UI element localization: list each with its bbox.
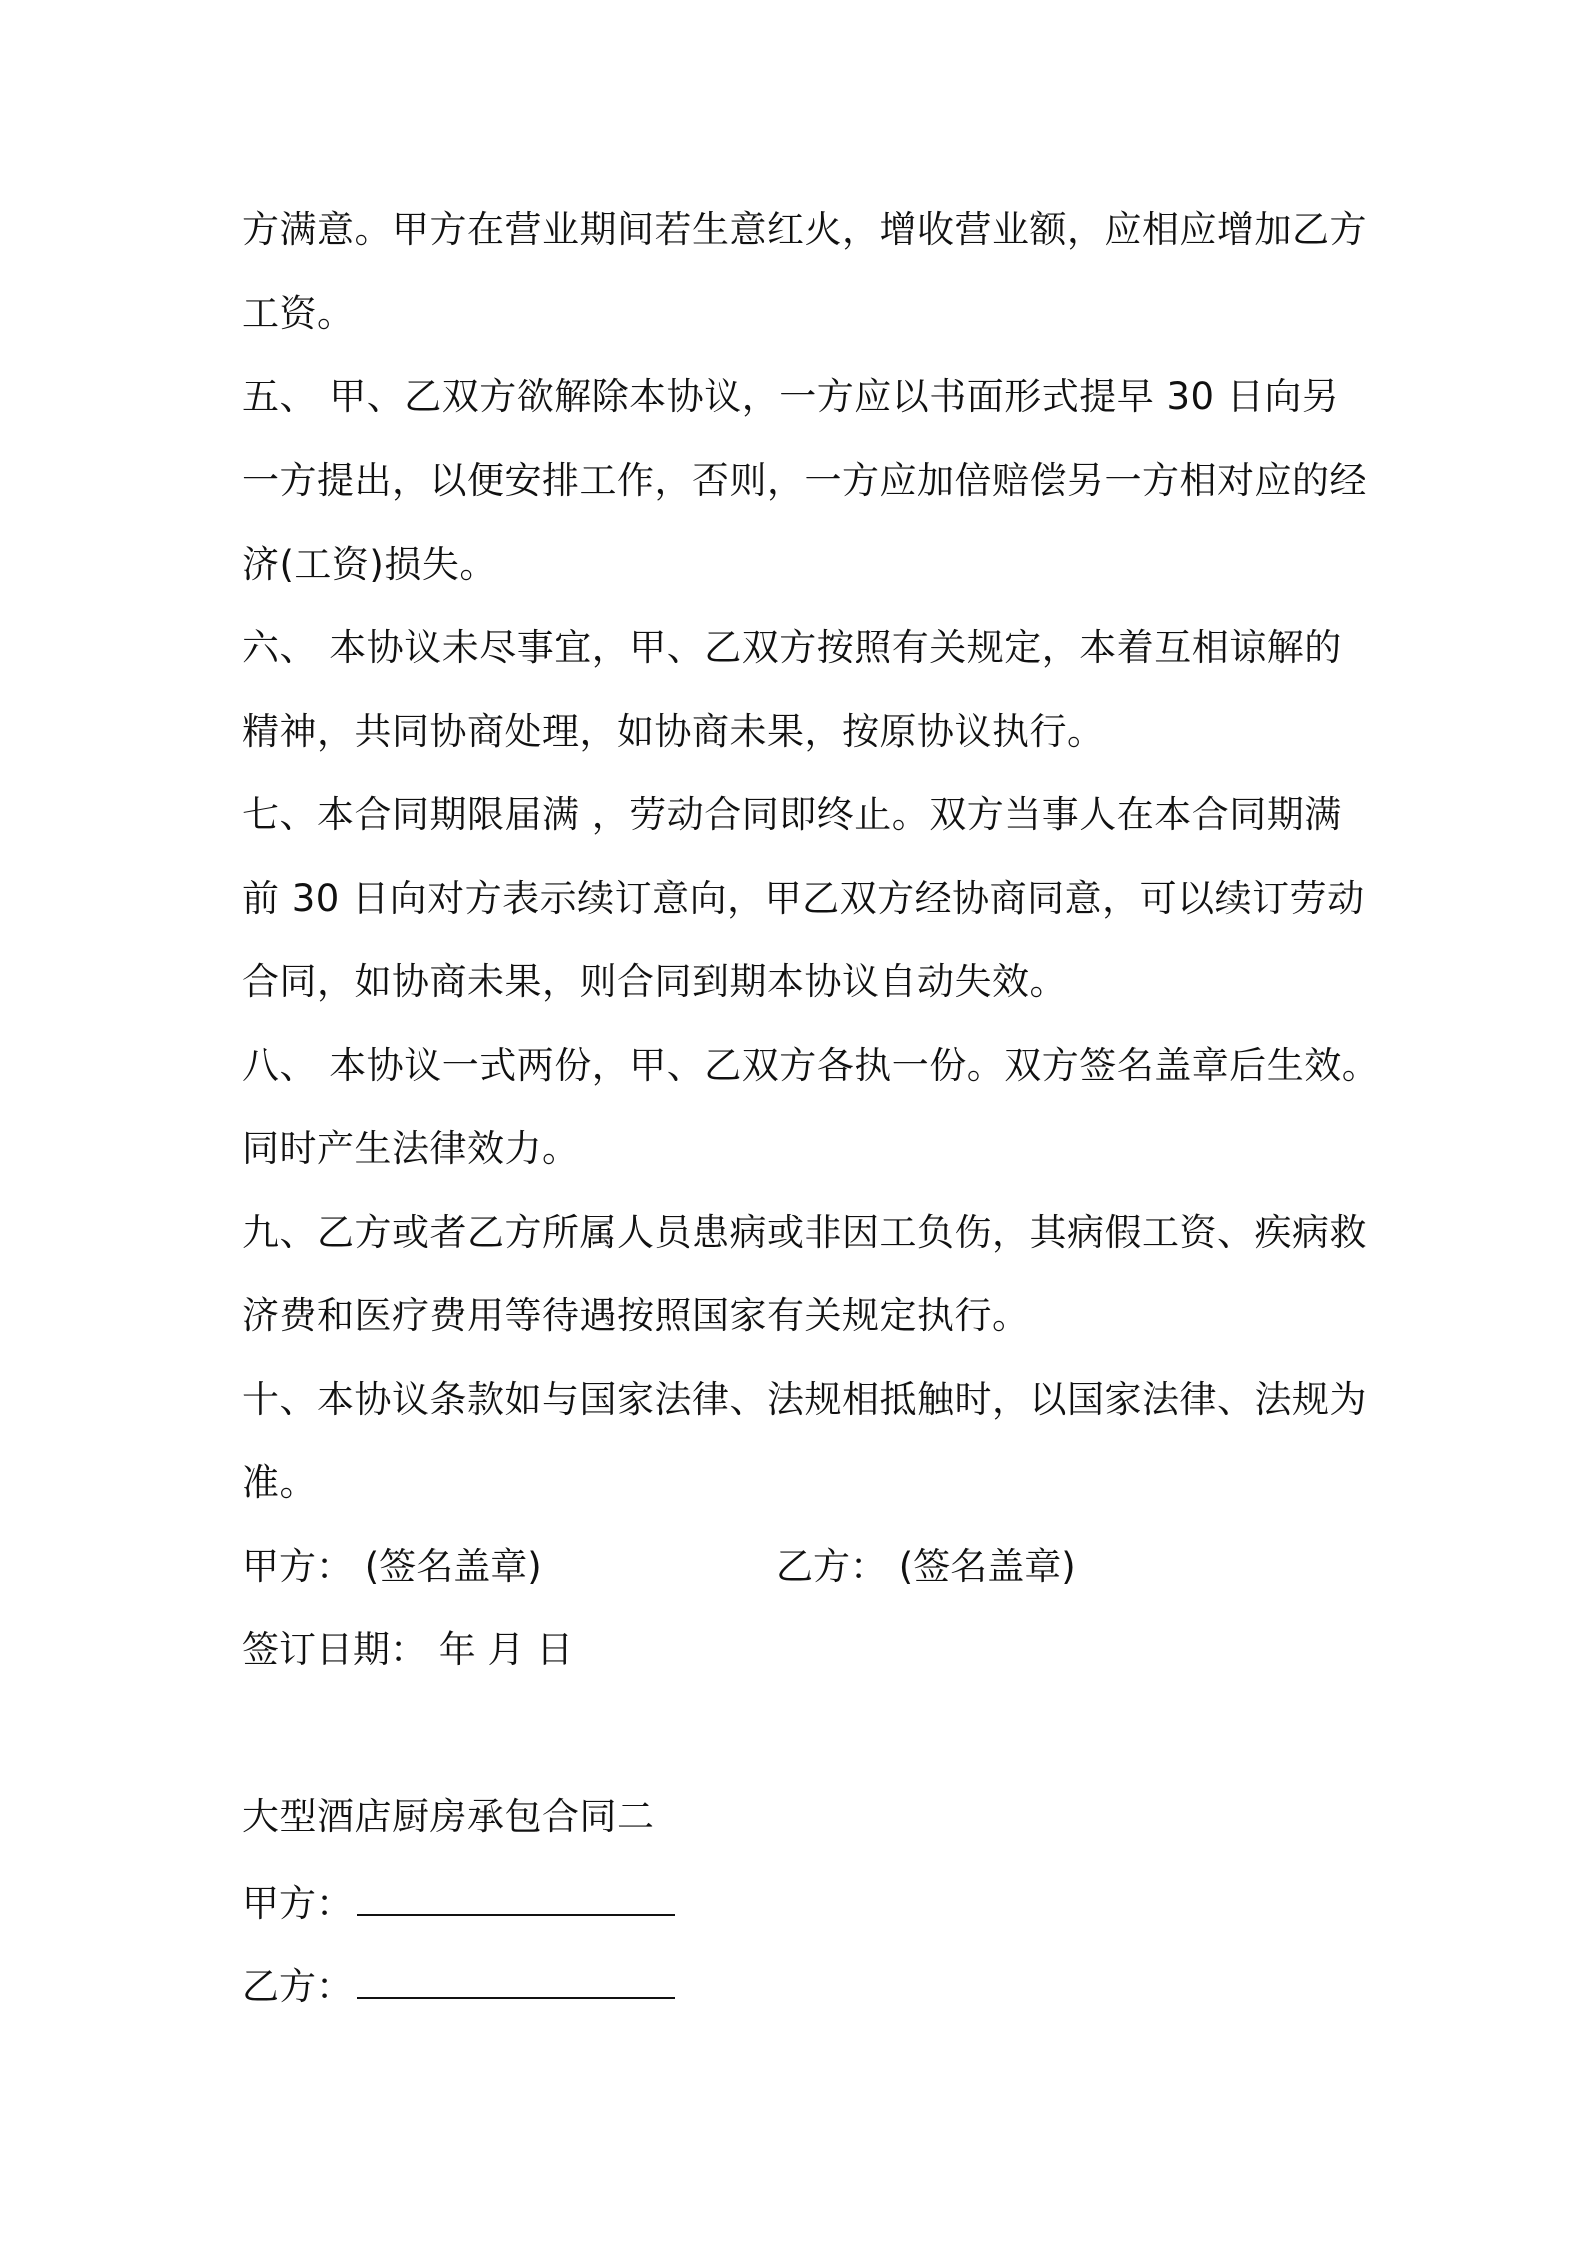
- signing-date: 签订日期： 年 月 日: [242, 1628, 574, 1671]
- clause-nine-line: 九、乙方或者乙方所属人员患病或非因工负伤，其病假工资、疾病救: [242, 1211, 1367, 1254]
- paragraph-line: 济费和医疗费用等待遇按照国家有关规定执行。: [242, 1294, 1030, 1337]
- paragraph-line: 合同，如协商未果，则合同到期本协议自动失效。: [242, 960, 1067, 1003]
- party-a-field-row: [242, 1876, 1372, 1929]
- party-b-label: 乙方：: [242, 1965, 353, 2008]
- party-a-blank-line: [357, 1876, 675, 1916]
- clause-ten-line: 十、本协议条款如与国家法律、法规相抵触时，以国家法律、法规为: [242, 1378, 1367, 1421]
- party-a-signature: 甲方： (签名盖章): [242, 1545, 542, 1588]
- paragraph-line: 同时产生法律效力。: [242, 1127, 580, 1170]
- signature-row: [242, 1542, 1372, 1592]
- clause-seven-line: 七、本合同期限届满 ，劳动合同即终止。双方当事人在本合同期满: [242, 793, 1342, 836]
- paragraph-line: 准。: [242, 1461, 317, 1504]
- paragraph-line: 济(工资)损失。: [242, 543, 497, 586]
- paragraph-line: 方满意。甲方在营业期间若生意红火，增收营业额，应相应增加乙方: [242, 208, 1367, 251]
- second-contract-title: 大型酒店厨房承包合同二: [242, 1795, 655, 1838]
- clause-six-line: 六、 本协议未尽事宜，甲、乙双方按照有关规定，本着互相谅解的: [242, 626, 1342, 669]
- clause-eight-line: 八、 本协议一式两份，甲、乙双方各执一份。双方签名盖章后生效。: [242, 1044, 1380, 1087]
- clause-five-line: 五、 甲、乙双方欲解除本协议，一方应以书面形式提早 30 日向另: [242, 375, 1340, 418]
- party-b-signature: 乙方： (签名盖章): [776, 1545, 1076, 1588]
- paragraph-line: 一方提出，以便安排工作，否则，一方应加倍赔偿另一方相对应的经: [242, 459, 1367, 502]
- party-b-blank-line: [357, 1959, 675, 1999]
- paragraph-line: 精神，共同协商处理，如协商未果，按原协议执行。: [242, 710, 1105, 753]
- party-a-label: 甲方：: [242, 1882, 353, 1925]
- paragraph-line: 工资。: [242, 292, 355, 335]
- paragraph-line: 前 30 日向对方表示续订意向，甲乙双方经协商同意，可以续订劳动: [242, 877, 1365, 920]
- party-b-field-row: [242, 1959, 1372, 2012]
